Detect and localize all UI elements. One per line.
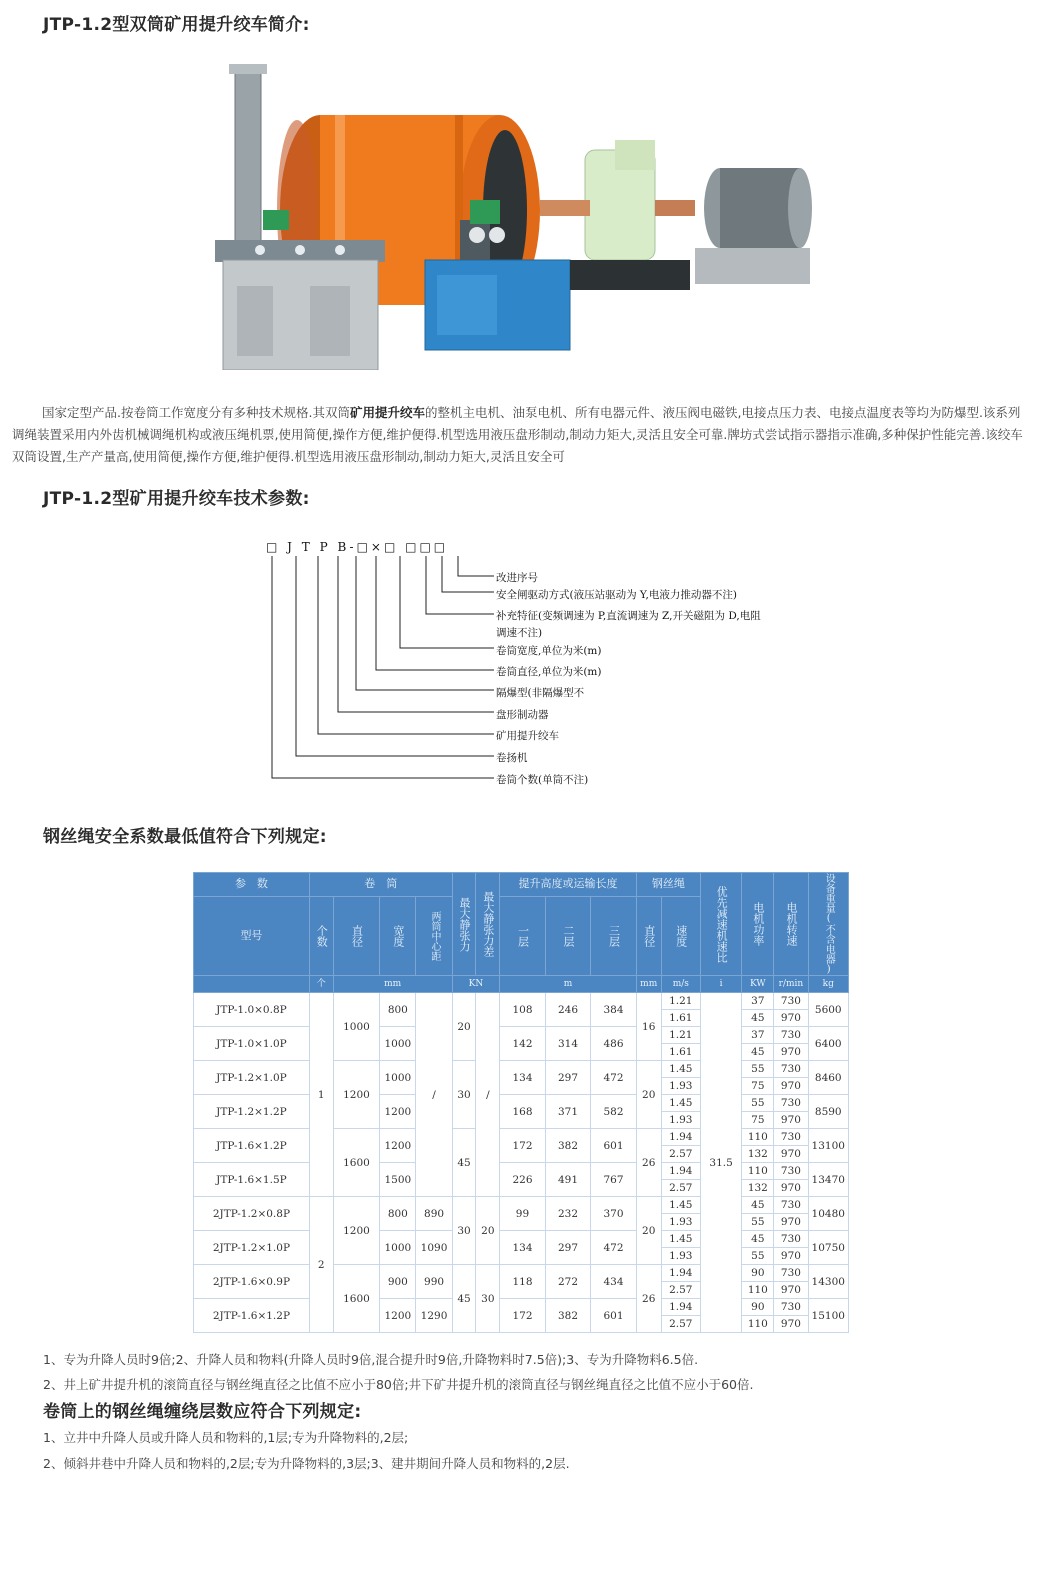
th-l2 [545,896,591,975]
cell-weight: 8460 [808,1061,848,1095]
cell-power: 110 [742,1282,774,1299]
cell-speed: 1.45 [661,1095,700,1112]
cell-speed: 1.94 [661,1265,700,1282]
cell-power: 75 [742,1078,774,1095]
cell-rpm: 970 [774,1146,808,1163]
th-unit-rope-mm: mm [636,976,661,993]
intro-text-part1: 国家定型产品.按卷筒工作宽度分有多种技术规格.其双筒 [42,405,350,420]
cell-speed: 1.93 [661,1248,700,1265]
cell-power: 132 [742,1180,774,1197]
cell-l2: 232 [545,1197,591,1231]
th-max-diff-text: 最大静张力差 [481,891,495,957]
cell-power: 110 [742,1129,774,1146]
cell-rpm: 970 [774,1078,808,1095]
th-unit-m: m [500,976,637,993]
th-max-diff [476,873,500,976]
cell-l2: 382 [545,1299,591,1333]
cell-l2: 246 [545,993,591,1027]
cell-speed: 1.21 [661,1027,700,1044]
cell-rpm: 730 [774,993,808,1010]
spec-table [193,872,849,1333]
cell-model: JTP-1.0×1.0P [194,1027,310,1061]
code-label-mine-winch: 矿用提升绞车 [496,730,559,742]
intro-text-bold: 矿用提升绞车 [349,405,425,420]
cell-model: 2JTP-1.6×0.9P [194,1265,310,1299]
cell-l1: 108 [500,993,546,1027]
cell-rope: 20 [636,1061,661,1129]
cell-rpm: 970 [774,1010,808,1027]
code-label-disc-brake: 盘形制动器 [496,709,549,721]
cell-speed: 1.61 [661,1010,700,1027]
cell-l1: 226 [500,1163,546,1197]
cell-power: 90 [742,1299,774,1316]
cell-power: 110 [742,1163,774,1180]
th-center-text: 两筒中心距 [429,910,441,961]
cell-width: 900 [380,1265,416,1299]
cell-rpm: 970 [774,1180,808,1197]
cell-weight: 10750 [808,1231,848,1265]
cell-l2: 297 [545,1061,591,1095]
cell-weight: 6400 [808,1027,848,1061]
th-l2-text: 二层 [562,924,575,947]
cell-center: 1090 [416,1231,452,1265]
cell-l1: 172 [500,1299,546,1333]
cell-model: JTP-1.0×0.8P [194,993,310,1027]
cell-width: 1000 [380,1061,416,1095]
code-label-drum-width: 卷筒宽度,单位为米(m) [496,645,602,657]
cell-l3: 601 [591,1129,637,1163]
cell-count: 2 [309,1197,333,1333]
cell-rpm: 970 [774,1282,808,1299]
code-label-improvement: 改进序号 [496,572,538,584]
cell-l3: 767 [591,1163,637,1197]
cell-rpm: 730 [774,1095,808,1112]
cell-ratio: 31.5 [700,993,741,1333]
spec-table-body [194,993,849,1333]
cell-l2: 382 [545,1129,591,1163]
th-lift: 提升高度或运输长度 [500,873,637,897]
cell-power: 37 [742,993,774,1010]
cell-l1: 118 [500,1265,546,1299]
table-row [194,993,849,1010]
cell-diff: 20 [476,1197,500,1265]
cell-rope: 26 [636,1129,661,1197]
cell-power: 90 [742,1265,774,1282]
cell-l3: 384 [591,993,637,1027]
cell-weight: 13470 [808,1163,848,1197]
th-speed-text: 速度 [674,924,688,947]
cell-l3: 601 [591,1299,637,1333]
cell-weight: 15100 [808,1299,848,1333]
th-weight-text: 设备重量(不含电器) [823,873,835,975]
intro-text-part2: 的整机主电机、油泵电机、所有电器元件、液压阀电磁铁,电接点压力表、电接点温度表等均为防爆型.该系列调绳装置采用内外齿机械调绳机构或液压绳机票,使用简便,操作方便,维护便得.机型选用液压盘形制动,制动力矩大,灵活且安全可靠.牌坊式尝试指示器指示准确,多种保护性能完善.该绞车双筒设置,生产产量高,使用简便,操作方便,维护便得.机型选用液压盘形制动,制动力矩大,灵活且安全可 [12,405,1023,464]
cell-rpm: 730 [774,1197,808,1214]
th-count [309,896,333,975]
cell-speed: 1.45 [661,1061,700,1078]
cell-count: 1 [309,993,333,1197]
cell-rpm: 970 [774,1248,808,1265]
cell-l1: 142 [500,1027,546,1061]
cell-rope: 26 [636,1265,661,1333]
cell-width: 800 [380,1197,416,1231]
th-drum: 卷 筒 [309,873,452,897]
cell-l1: 168 [500,1095,546,1129]
model-code-leader-lines [262,540,502,790]
cell-width: 1000 [380,1231,416,1265]
cell-model: JTP-1.2×1.0P [194,1061,310,1095]
cell-speed: 1.94 [661,1163,700,1180]
cell-speed: 1.94 [661,1299,700,1316]
th-rope-diam [636,896,661,975]
cell-rpm: 730 [774,1027,808,1044]
cell-rpm: 970 [774,1214,808,1231]
table-row [194,1299,849,1316]
th-diam [333,896,380,975]
table-row [194,1095,849,1112]
th-model: 型号 [194,896,310,975]
section-title-rope-safety: 钢丝绳安全系数最低值符合下列规定: [43,827,327,847]
cell-diff: 30 [476,1265,500,1333]
cell-tension: 45 [452,1265,476,1333]
table-row [194,1163,849,1180]
cell-tension: 30 [452,1197,476,1265]
cell-rpm: 730 [774,1231,808,1248]
cell-width: 1000 [380,1027,416,1061]
cell-width: 800 [380,993,416,1027]
cell-diam: 1200 [333,1061,380,1129]
cell-weight: 8590 [808,1095,848,1129]
cell-diam: 1600 [333,1129,380,1197]
cell-center: 890 [416,1197,452,1231]
cell-rpm: 730 [774,1061,808,1078]
cell-l3: 472 [591,1231,637,1265]
th-unit-ms: m/s [661,976,700,993]
th-unit-i: i [700,976,741,993]
section-title-winding-layers: 卷筒上的钢丝绳缠绕层数应符合下列规定: [43,1402,362,1422]
th-l1-text: 一层 [516,924,530,947]
cell-speed: 1.61 [661,1044,700,1061]
cell-model: JTP-1.6×1.5P [194,1163,310,1197]
th-l3-text: 三层 [607,924,621,947]
table-row [194,1197,849,1214]
winch-machine-image [215,60,820,370]
note-safety-2: 2、井上矿井提升机的滚筒直径与钢丝绳直径之比值不应小于80倍;井下矿井提升机的滚筒直径与钢丝绳直径之比值不应小于60倍. [43,1377,754,1392]
cell-center: 990 [416,1265,452,1299]
cell-rope: 20 [636,1197,661,1265]
cell-l3: 486 [591,1027,637,1061]
th-width [380,896,416,975]
th-ratio [700,873,741,976]
cell-diam: 1200 [333,1197,380,1265]
model-code-diagram [262,540,761,790]
cell-speed: 2.57 [661,1180,700,1197]
table-row [194,1027,849,1044]
th-weight [808,873,848,976]
code-label-brake-drive: 安全闸驱动方式(液压站驱动为 Y,电液力推动器不注) [496,589,737,601]
cell-weight: 5600 [808,993,848,1027]
table-row [194,1231,849,1248]
cell-speed: 1.93 [661,1112,700,1129]
th-unit-rpm: r/min [774,976,808,993]
code-label-drum-count: 卷筒个数(单筒不注) [496,774,589,786]
cell-speed: 2.57 [661,1146,700,1163]
cell-speed: 1.93 [661,1078,700,1095]
cell-model: JTP-1.6×1.2P [194,1129,310,1163]
th-max-tension [452,873,476,976]
cell-l3: 472 [591,1061,637,1095]
cell-center: / [416,993,452,1197]
code-label-drum-diameter: 卷筒直径,单位为米(m) [496,666,602,678]
cell-l3: 582 [591,1095,637,1129]
cell-l1: 99 [500,1197,546,1231]
code-label-hoist: 卷扬机 [496,752,528,764]
table-row [194,1265,849,1282]
cell-l2: 371 [545,1095,591,1129]
th-count-text: 个数 [315,924,329,947]
cell-speed: 1.94 [661,1129,700,1146]
th-unit-blank [194,976,310,993]
intro-paragraph [12,402,1024,468]
cell-power: 45 [742,1044,774,1061]
spec-table-wrapper [193,872,849,1333]
cell-l1: 172 [500,1129,546,1163]
cell-power: 75 [742,1112,774,1129]
cell-weight: 13100 [808,1129,848,1163]
code-label-explosion-proof: 隔爆型(非隔爆型不 [496,687,585,699]
th-ratio-text: 优先减速机速比 [715,885,729,963]
th-width-text: 宽度 [391,924,405,947]
th-unit-kg: kg [808,976,848,993]
code-label-supplement-cont: 调速不注) [496,627,543,639]
cell-weight: 14300 [808,1265,848,1299]
cell-power: 55 [742,1061,774,1078]
cell-model: 2JTP-1.2×0.8P [194,1197,310,1231]
cell-power: 45 [742,1231,774,1248]
cell-tension: 45 [452,1129,476,1197]
th-l1 [500,896,546,975]
cell-l2: 272 [545,1265,591,1299]
th-power [742,873,774,976]
cell-tension: 30 [452,1061,476,1129]
cell-weight: 10480 [808,1197,848,1231]
cell-power: 55 [742,1095,774,1112]
cell-l2: 491 [545,1163,591,1197]
cell-model: 2JTP-1.2×1.0P [194,1231,310,1265]
cell-l2: 314 [545,1027,591,1061]
cell-tension: 20 [452,993,476,1061]
th-rope: 钢丝绳 [636,873,700,897]
cell-power: 45 [742,1010,774,1027]
note-layers-1: 1、立井中升降人员或升降人员和物料的,1层;专为升降物料的,2层; [43,1430,409,1445]
th-max-tension-text: 最大静张力 [458,896,472,952]
cell-diam: 1000 [333,993,380,1061]
cell-rpm: 970 [774,1044,808,1061]
note-safety-1: 1、专为升降人员时9倍;2、升降人员和物料(升降人员时9倍,混合提升时9倍,升降物料时7.5倍);3、专为升降物料6.5倍. [43,1352,699,1367]
cell-rpm: 730 [774,1299,808,1316]
th-unit-kn: KN [452,976,500,993]
cell-l2: 297 [545,1231,591,1265]
th-unit-kw: KW [742,976,774,993]
cell-center: 1290 [416,1299,452,1333]
note-layers-2: 2、倾斜井巷中升降人员和物料的,2层;专为升降物料的,3层;3、建井期间升降人员和物料的,2层. [43,1456,570,1471]
cell-rpm: 970 [774,1316,808,1333]
cell-power: 110 [742,1316,774,1333]
cell-width: 1500 [380,1163,416,1197]
cell-speed: 2.57 [661,1282,700,1299]
th-rope-diam-text: 直径 [642,924,656,947]
cell-power: 37 [742,1027,774,1044]
table-row [194,1061,849,1078]
cell-speed: 1.21 [661,993,700,1010]
th-param: 参 数 [194,873,310,897]
th-unit-count: 个 [309,976,333,993]
th-unit-mm: mm [333,976,452,993]
cell-power: 55 [742,1248,774,1265]
cell-speed: 1.45 [661,1197,700,1214]
cell-width: 1200 [380,1299,416,1333]
cell-model: 2JTP-1.6×1.2P [194,1299,310,1333]
cell-diam: 1600 [333,1265,380,1333]
th-l3 [591,896,637,975]
cell-width: 1200 [380,1129,416,1163]
code-label-supplement: 补充特征(变频调速为 P,直流调速为 Z,开关磁阻为 D,电阻 [496,610,761,622]
cell-speed: 1.93 [661,1214,700,1231]
cell-rpm: 970 [774,1112,808,1129]
section-title-parameters: JTP-1.2型矿用提升绞车技术参数: [43,489,310,509]
cell-model: JTP-1.2×1.2P [194,1095,310,1129]
cell-power: 45 [742,1197,774,1214]
cell-rope: 16 [636,993,661,1061]
cell-power: 132 [742,1146,774,1163]
section-title-intro: JTP-1.2型双筒矿用提升绞车简介: [43,15,310,35]
cell-diff: / [476,993,500,1197]
th-rpm [774,873,808,976]
cell-rpm: 730 [774,1265,808,1282]
cell-l3: 434 [591,1265,637,1299]
cell-l1: 134 [500,1231,546,1265]
th-speed [661,896,700,975]
cell-width: 1200 [380,1095,416,1129]
model-code-string: □ J T P B-□×□ □□□ [266,540,449,554]
cell-l1: 134 [500,1061,546,1095]
th-diam-text: 直径 [350,924,364,947]
th-center [416,896,452,975]
cell-power: 55 [742,1214,774,1231]
th-power-text: 电机功率 [751,902,765,946]
cell-rpm: 730 [774,1129,808,1146]
th-rpm-text: 电机转速 [784,902,798,946]
cell-speed: 2.57 [661,1316,700,1333]
table-row [194,1129,849,1146]
cell-speed: 1.45 [661,1231,700,1248]
cell-l3: 370 [591,1197,637,1231]
cell-rpm: 730 [774,1163,808,1180]
